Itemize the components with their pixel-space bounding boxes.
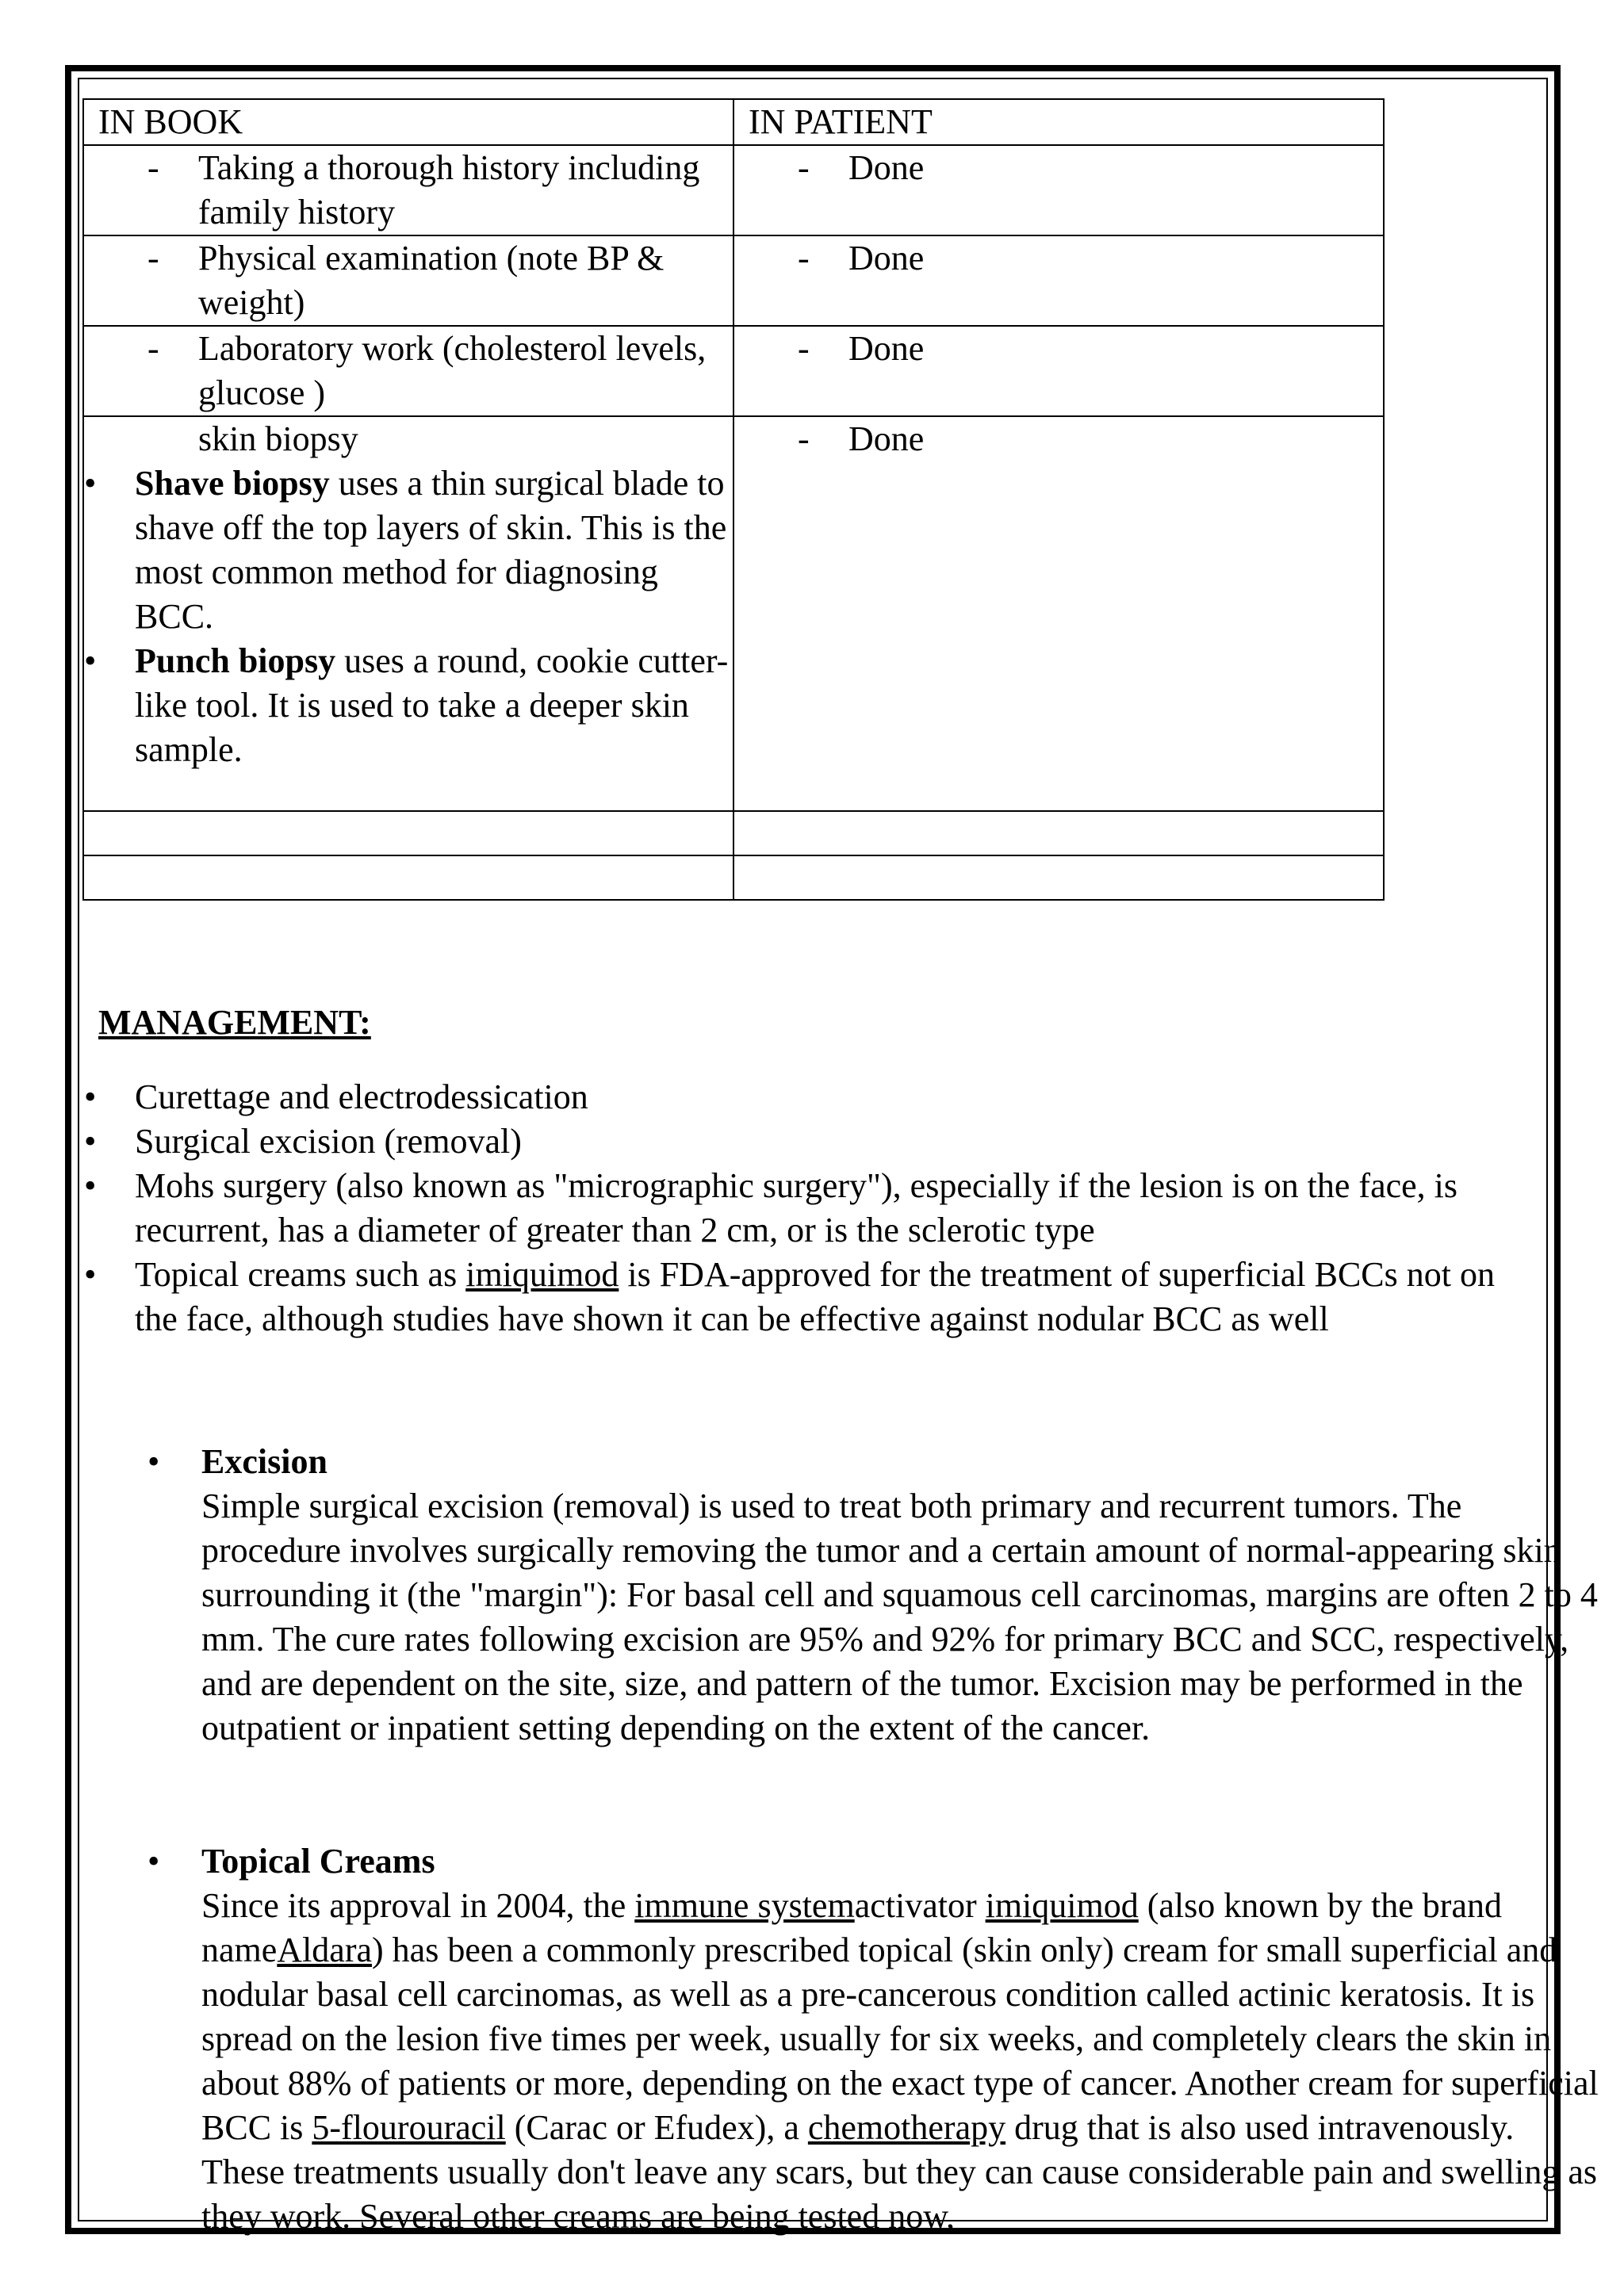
- dash-marker: -: [147, 329, 159, 368]
- table-row: [83, 326, 1384, 416]
- text-run: activator: [854, 1886, 986, 1925]
- table-row-empty: [83, 811, 1384, 855]
- list-item: [82, 1253, 1542, 1341]
- text-run: Since its approval in 2004, the: [201, 1886, 635, 1925]
- table-row-biopsy: [83, 416, 1384, 811]
- empty-cell: [733, 811, 1384, 855]
- patient-cell: [733, 235, 1384, 326]
- book-text: Laboratory work (cholesterol levels, glucose ): [198, 329, 707, 412]
- biopsy-heading: skin biopsy: [198, 419, 358, 458]
- bullet-icon: •: [84, 1166, 97, 1205]
- bullet-icon: •: [147, 1842, 160, 1881]
- dash-marker: -: [798, 239, 810, 277]
- book-cell: [83, 235, 733, 326]
- list-item: [82, 1164, 1542, 1253]
- patient-status: Done: [848, 148, 925, 187]
- book-text: Physical examination (note BP & weight): [198, 239, 665, 322]
- immune-system-link[interactable]: immune system: [634, 1886, 855, 1925]
- management-heading: MANAGEMENT:: [98, 1003, 371, 1042]
- bullet-icon: •: [147, 1442, 160, 1481]
- bullet-icon: •: [84, 1122, 97, 1161]
- bullet-icon: •: [84, 1077, 97, 1116]
- text-run: drug that is also used intravenously. These treatments usually don't leave any scars, but they can cause considerable pain and swelling as they work. Several other creams are being tested now,: [201, 2108, 1597, 2236]
- biopsy-cell: [83, 416, 733, 811]
- empty-cell: [83, 855, 733, 900]
- excision-title: Excision: [201, 1442, 327, 1481]
- table-row: [83, 235, 1384, 326]
- imiquimod-link[interactable]: imiquimod: [985, 1886, 1139, 1925]
- biopsy-text: uses a thin surgical blade to shave off the top layers of skin. This is the most common method for diagnosing BCC.: [135, 464, 727, 636]
- table-row-empty: [83, 855, 1384, 900]
- list-item-text: Topical creams such as: [135, 1255, 466, 1294]
- excision-text: Simple surgical excision (removal) is used to treat both primary and recurrent tumors. The procedure involves surgically removing the tumor and a certain amount of normal-appearing skin surrounding it (the "margin"): For basal cell and squamous cell carcinomas, margins are often 2 to 4 mm. The cure rates following excision are 95% and 92% for primary BCC and SCC, respectively, and are dependent on the site, size, and pattern of the tumor. Excision may be performed in the outpatient or inpatient setting depending on the extent of the cancer.: [201, 1487, 1598, 1747]
- patient-cell: [733, 145, 1384, 235]
- list-item-text: is FDA-approved for the treatment of superficial BCCs not on the face, although studies have shown it can be effective against nodular BCC as well: [135, 1255, 1496, 1338]
- empty-cell: [83, 811, 733, 855]
- list-item-text: Mohs surgery (also known as "micrographic surgery"), especially if the lesion is on the face, is recurrent, has a diameter of greater than 2 cm, or is the sclerotic type: [135, 1166, 1458, 1249]
- book-cell: [83, 145, 733, 235]
- imiquimod-link[interactable]: imiquimod: [465, 1255, 619, 1294]
- biopsy-term: Shave biopsy: [135, 464, 330, 503]
- biopsy-text: uses a round, cookie cutter-like tool. It is used to take a deeper skin sample.: [135, 641, 729, 769]
- bullet-icon: •: [84, 464, 97, 503]
- empty-cell: [733, 855, 1384, 900]
- dash-marker: -: [147, 239, 159, 277]
- list-item-text: Curettage and electrodessication: [135, 1077, 588, 1116]
- comparison-table: [82, 98, 1385, 901]
- topical-text: [201, 1884, 1605, 2239]
- patient-cell: [733, 326, 1384, 416]
- management-list: [82, 1075, 1542, 1341]
- topical-section: [149, 1839, 1605, 2239]
- book-text: Taking a thorough history including family history: [198, 148, 700, 232]
- aldara-link[interactable]: Aldara: [277, 1931, 373, 1969]
- chemotherapy-link[interactable]: chemotherapy: [807, 2108, 1006, 2147]
- dash-marker: -: [798, 148, 810, 187]
- patient-status: Done: [848, 329, 925, 368]
- header-in-book: IN BOOK: [83, 99, 733, 145]
- text-run: (also known by the brand name: [201, 1886, 1502, 1969]
- patient-status: Done: [848, 419, 925, 458]
- excision-section: [149, 1440, 1605, 1751]
- patient-cell: [733, 416, 1384, 811]
- text-run: ) has been a commonly prescribed topical (skin only) cream for small superficial and nodular basal cell carcinomas, as well as a pre-cancerous condition called actinic keratosis. It is spread on the lesion five times per week, usually for six weeks, and completely clears the skin in about 88% of patients or more, depending on the exact type of cancer. Another cream for superficial BCC is: [201, 1931, 1599, 2147]
- dash-marker: -: [147, 148, 159, 187]
- biopsy-item: [82, 639, 733, 772]
- table-row: [83, 145, 1384, 235]
- dash-marker: -: [798, 419, 810, 458]
- dash-marker: -: [798, 329, 810, 368]
- book-cell: [83, 326, 733, 416]
- topical-title: Topical Creams: [201, 1842, 435, 1881]
- patient-status: Done: [848, 239, 925, 277]
- flourouracil-link[interactable]: 5-flourouracil: [312, 2108, 506, 2147]
- list-item: [82, 1075, 1542, 1119]
- biopsy-item: [82, 461, 733, 639]
- list-item: [82, 1119, 1542, 1164]
- bullet-icon: •: [84, 1255, 97, 1294]
- biopsy-term: Punch biopsy: [135, 641, 336, 680]
- table-header-row: [83, 99, 1384, 145]
- text-run: (Carac or Efudex), a: [505, 2108, 808, 2147]
- bullet-icon: •: [84, 641, 97, 680]
- header-in-patient: IN PATIENT: [733, 99, 1384, 145]
- list-item-text: Surgical excision (removal): [135, 1122, 522, 1161]
